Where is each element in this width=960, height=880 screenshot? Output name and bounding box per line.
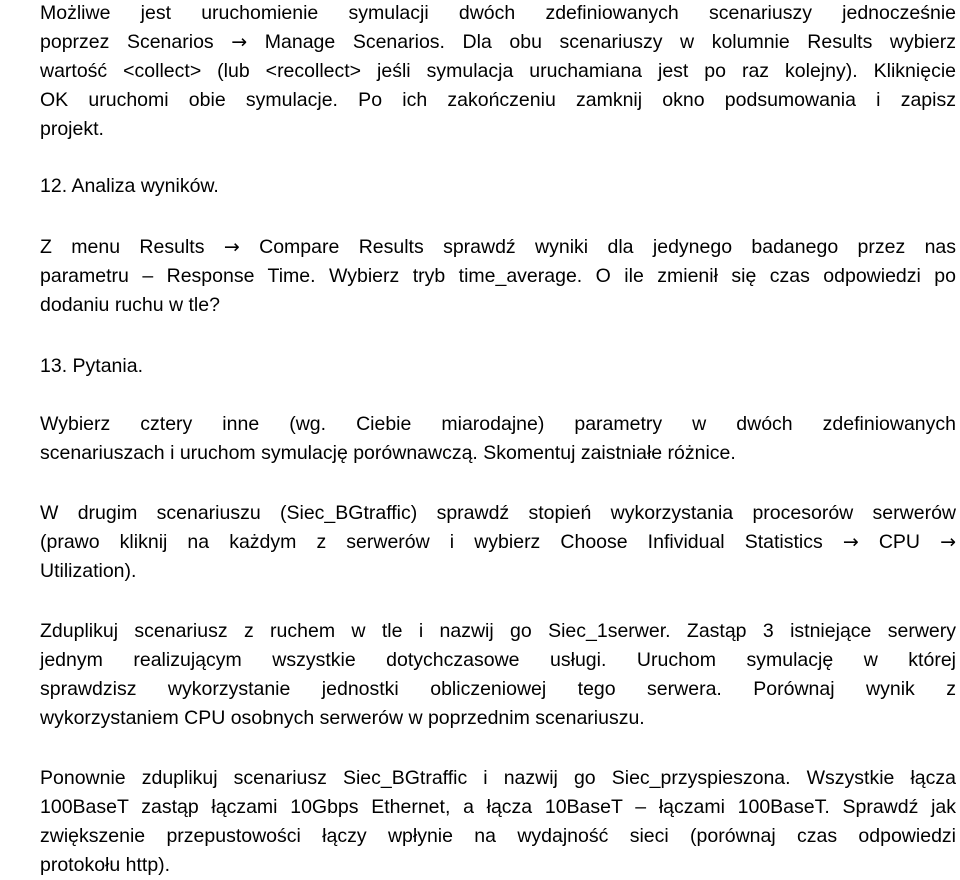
p4-line-2-text-b: CPU [878,531,920,553]
p6-line-1-text: Ponownie zduplikuj scenariusz Siec_BGtraffic i nazwij go Siec_przyspieszona. Wszystkie łącza [40,767,956,789]
right-arrow-icon: → [940,531,956,553]
p5-line-4-text: wykorzystaniem CPU osobnych serwerów w poprzednim scenariuszu. [40,707,645,729]
p2-line-3-text: dodaniu ruchu w tle? [40,294,220,316]
p2-line-2 [40,262,956,291]
p3-line-2-text: scenariuszach i uruchom symulację porównawczą. Skomentuj zaistniałe różnice. [40,442,736,464]
p1-line-3 [40,57,956,86]
p3-line-1 [40,410,956,439]
p2-line-2-text: parametru – Response Time. Wybierz tryb time_average. O ile zmienił się czas odpowiedzi po [40,265,956,287]
p3-line-1-text: Wybierz cztery inne (wg. Ciebie miarodajne) parametry w dwóch zdefiniowanych [40,413,956,435]
p4-line-3-text: Utilization). [40,560,137,582]
section-13-heading-text: 13. Pytania. [40,355,143,377]
p1-line-5-text: projekt. [40,118,104,140]
p2-line-1-text-a: Z menu Results [40,236,205,258]
p4-line-1 [40,499,956,528]
section-12-heading [40,172,956,201]
p1-line-1 [40,0,956,28]
p3-line-2 [40,439,956,468]
p6-line-1 [40,764,956,793]
p1-line-1-text: Możliwe jest uruchomienie symulacji dwóch zdefiniowanych scenariuszy jednocześnie [40,2,956,24]
p2-line-1 [40,233,956,262]
right-arrow-icon: → [842,531,859,553]
p4-line-3 [40,557,956,586]
p5-line-3-text: sprawdzisz wykorzystanie jednostki obliczeniowej tego serwera. Porównaj wynik z [40,678,956,700]
section-13-heading [40,352,956,381]
p4-line-2 [40,528,956,557]
p5-line-2-text: jednym realizującym wszystkie dotychczasowe usługi. Uruchom symulację w której [40,649,956,671]
p1-line-2 [40,28,956,57]
p6-line-2-text: 100BaseT zastąp łączami 10Gbps Ethernet, a łącza 10BaseT – łączami 100BaseT. Sprawdź jak [40,796,956,818]
p5-line-2 [40,646,956,675]
p4-line-1-text: W drugim scenariuszu (Siec_BGtraffic) sprawdź stopień wykorzystania procesorów serwerów [40,502,956,524]
p4-line-2-text-a: (prawo kliknij na każdym z serwerów i wybierz Choose Infividual Statistics [40,531,823,553]
p1-line-4-text: OK uruchomi obie symulacje. Po ich zakończeniu zamknij okno podsumowania i zapisz [40,89,956,111]
p1-line-5 [40,115,956,144]
p1-line-4 [40,86,956,115]
p6-line-3-text: zwiększenie przepustowości łączy wpłynie na wydajność sieci (porównaj czas odpowiedzi [40,825,956,847]
right-arrow-icon: → [231,31,248,53]
p5-line-3 [40,675,956,704]
section-12-heading-text: 12. Analiza wyników. [40,175,219,197]
p5-line-1-text: Zduplikuj scenariusz z ruchem w tle i nazwij go Siec_1serwer. Zastąp 3 istniejące serwery [40,620,956,642]
p1-line-2-text-a: poprzez Scenarios [40,31,214,53]
p2-line-1-text-b: Compare Results sprawdź wyniki dla jedynego badanego przez nas [259,236,957,258]
p5-line-4 [40,704,956,733]
p1-line-3-text: wartość <collect> (lub <recollect> jeśli symulacja uruchamiana jest po raz kolejny). Kliknięcie [40,60,956,82]
p6-line-3 [40,822,956,851]
p5-line-1 [40,617,956,646]
p6-line-4-text: protokołu http). [40,854,171,876]
p6-line-2 [40,793,956,822]
p2-line-3 [40,291,956,320]
p6-line-4 [40,851,956,880]
p1-line-2-text-b: Manage Scenarios. Dla obu scenariuszy w kolumnie Results wybierz [264,31,957,53]
right-arrow-icon: → [223,236,240,258]
